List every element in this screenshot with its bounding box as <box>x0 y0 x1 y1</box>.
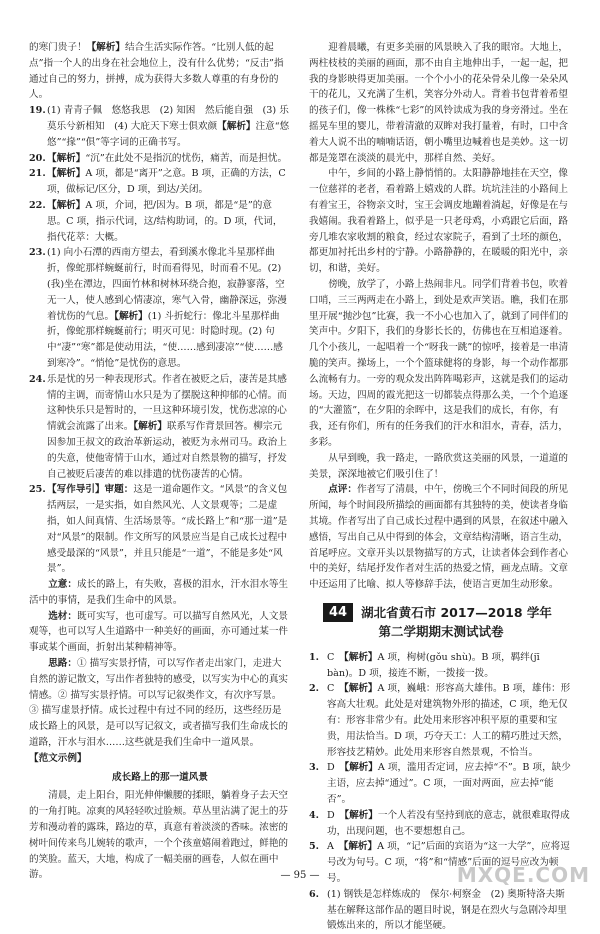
right-column <box>309 40 573 934</box>
analysis-text: A 项，介词，把/因为。B 项，都是“是”的意思。C 项，指示代词，这/结构助词，的。D 项，代词，指代花萃：大概。 <box>47 199 283 243</box>
essay-paragraph-3: 傍晚，放学了，小路上热闹非凡。同学们背着书包，吹着口哨，三三两两走在小路上，到处是欢声笑语。瞧，我们在那里开展“抛沙包”比赛，我一不小心也加入了，就到了同伴们的笑声中。夕阳下，我们的身影长长的，仿佛也在互相追逐着。几个小孩儿，一起唱着一个“呀我一跳”的惊呼，接着是一串清脆的笑声。操场上，一个个篮球健将的身影，每一个动作都那么流畅有力。一旁的观众发出阵阵喝彩声，这就是我们的运动场。天边，四周的霞光把这一切都装点得那么美，一个个追逐的“大灌篮”，在夕阳的余晖中，这是我们的成长，有你，有我，还有你们，所有的任务我们的汗水和泪水，青春，活力，多彩。 <box>309 278 569 448</box>
analysis-tag: 【解析】 <box>86 42 125 53</box>
analysis-text: 注意“悠悠”“掾”“俱”等字词的正确书写。 <box>47 120 290 148</box>
analysis-text: 联系写作背景回答。柳宗元因参加王叔文的政治革新运动，被贬为永州司马。政治上的失意，使他寄情于山水，通过对自然景物的描写，抒发自己被贬后凄苦的难以排遣的忧伤凄苦的心情。 <box>47 421 287 480</box>
analysis-text: A 项，滥用否定词，应去掉“不”。B 项，缺少主语，应去掉“通过”。C 项，一面对两面，应去掉“能否”。 <box>327 762 571 806</box>
question-number: 6. <box>309 888 320 900</box>
answer-22 <box>29 198 291 245</box>
analysis-text: A 项，巍峨：形容高大雄伟。B 项，雄伟：形容高大壮观。此处是对建筑物外形的描述，C 项，绝无仅有：形容非常少有。此处用来形容冲积平原的重要和宝贵，用法恰当。D 项，巧夺天工：人工的精巧胜过天然，形容技艺精妙。此处用来形容自然景观，不恰当。 <box>327 683 571 758</box>
exam-number-badge: 44 <box>323 603 353 622</box>
analysis-tag: 【解析】 <box>217 120 256 132</box>
question-number: 24. <box>29 373 46 385</box>
exam-title-line <box>309 603 573 622</box>
answer-23 <box>29 245 291 371</box>
question-number: 5. <box>309 841 320 853</box>
liyi-text: 成长的路上，有失败，喜极的泪水，汗水泪水等生活中的事情，是我们生命中的风景。 <box>29 579 289 606</box>
answer-20 <box>29 151 291 167</box>
intro-text: 的寒门贵子！ <box>29 42 87 53</box>
analysis-tag: 【解析】 <box>343 683 378 695</box>
analysis-tag: 【解析】 <box>47 199 86 211</box>
analysis-tag: 【解析】 <box>47 168 86 180</box>
comment-text: 作者写了清晨，中午，傍晚三个不同时间段的所见所闻，每个时间段所描绘的画面都有其独特的美，使读者身临其境。作者写出了自己成长过程中遇到的风景，在叙述中融入感悟，写出自己从中得到的体会，文章结构清晰，语言生动，首尾呼应。文章开头以景物描写的方式，让读者体会到作者心中的美好，结尾抒发作者对生活的热爱之情，画龙点睛。文章中还运用了比喻、拟人等修辞手法，使语言更加生动形象。 <box>309 484 569 591</box>
writing-guide-text: 这是一道命题作文。“风景”的含义包括两层，一是实指，如自然风光、人文景观等；二是虚指，如人间真情、生活场景等。“成长路上”和“那一道”是对“风景”的限制。作文所写的风景应当是自己成长过程中感受最深的“风景”，并且只能是“一道”，不能是多处“风景”。 <box>47 484 288 575</box>
analysis-tag: 【解析】 <box>344 809 378 821</box>
exam-header <box>309 603 573 642</box>
sample-essay-label: 【范文示例】 <box>29 752 87 764</box>
answer-25 <box>29 482 291 577</box>
question-number: 19. <box>29 105 46 117</box>
analysis-tag: 【解析】 <box>343 651 378 663</box>
question-number: 2. <box>309 683 320 695</box>
question-number: 25. <box>29 484 46 496</box>
exam-answer-3 <box>309 760 573 807</box>
exam-answer-6 <box>309 887 573 934</box>
question-number: 20. <box>29 152 46 164</box>
answer-choice: C <box>327 651 335 663</box>
answer-text: (1) 钢铁是怎样炼成的 保尔·柯察金 (2) 奥斯特洛夫斯基在解释这部作品的题目时说，钢是在烈火与急剧冷却里锻炼出来的，所以才能坚硬。 <box>327 888 567 932</box>
answer-choice: C <box>327 683 335 695</box>
analysis-text: A 项，“记”后面的宾语为“这一大学”，应将逗号改为句号。C 项，“将”和“情感”后面的逗号应改为顿号。 <box>327 841 570 885</box>
silu-paragraph <box>29 656 291 751</box>
watermark: MXQE.COM <box>456 863 590 887</box>
answer-text: 乐是忧的另一种表现形式。作者在被贬之后，凄苦是其感情的主调，而寄情山水只是为了摆脱这种抑郁的心情。而这种快乐只是暂时的，一旦这种环境引发，忧伤悲凉的心情就会流露了出来。 <box>47 373 287 433</box>
question-number: 22. <box>29 199 46 211</box>
silu-label: 思路： <box>48 658 77 670</box>
analysis-tag: 【解析】 <box>47 152 86 164</box>
analysis-tag: 【解析】 <box>343 841 378 853</box>
analysis-text: 一个人若没有坚持到底的意志，就很难取得成功，出现问题，也不要想想自己。 <box>327 809 570 837</box>
exam-answer-1 <box>309 650 573 682</box>
sample-essay-title: 成长路上的那一道风景 <box>112 771 208 783</box>
exam-subtitle: 第二学期期末测试试卷 <box>378 623 504 639</box>
essay-paragraph-2: 中午，乡间的小路上静悄悄的。太阳静静地挂在天空，像一位慈祥的老者，看着路上嬉戏的人群。坑坑洼洼的小路间上有着宝王，谷物亲文时，宝王会调皮地蹦着淌起，好像是在与我嬉闹。我看着路上，似乎是一只老母鸡，小鸡跟它后面，路旁几堆农家收割的粮食，经过农家院子，看到了土坯的颜色，都更加衬托出乡村的宁静。小路静静的，在暖暖的阳光中，亲切，和谐，美好。 <box>309 168 569 275</box>
answer-19 <box>29 103 291 150</box>
analysis-text: A 项，都是“离开”之意。B 项，正确的方法，C 项，做标记/区分，D 项，到达/关闭。 <box>47 168 286 196</box>
essay-paragraph-4: 从早到晚，我一路走，一路欣赏这美丽的风景，一道道的美景，深深地被它们吸引住了！ <box>309 452 569 480</box>
answer-choice: A <box>327 841 334 853</box>
sample-essay-paragraph: 清晨，走上阳台，阳光伸伸懒腰的揉眼，躺着身子去天空的一角打盹。凉爽的风轻轻吹过脸颊。草丛里沾满了泥土的芬芳和漫动着的露珠，路边的草，真意有着淡淡的香味。浓密的树叶间传来鸟儿婉转的歌声，一个个孩童嬉闹着跑过，鲜艳的的笑脸。蓝天，大地，构成了一幅美丽的画卷，人似在画中游。 <box>29 790 289 881</box>
page-number: — 95 — <box>280 870 320 881</box>
comment-paragraph <box>309 482 573 593</box>
liyi-paragraph <box>29 577 291 609</box>
analysis-text: “沉”在此处不是指沉的忧伤，痛苦，而是担忧。 <box>85 152 288 164</box>
intro-tail: 结合生活实际作答。“比别 <box>124 42 236 53</box>
analysis-text: (1) 斗折蛇行：像北斗星那样曲折，像蛇那样蜿蜒前行；明灭可见：时隐时现。(2) 句中“凄”“寒”都是使动用法，“使……感到凄凉”“使……感到寒冷”。“悄怆”是忧伤的意思。 <box>47 310 283 369</box>
answer-choice: D <box>327 809 335 821</box>
xuancai-text: 既可实写，也可虚写。可以描写自然风光，人文景观等，也可以写人生道路中一种美好的画面，亦可通过某一件事或某个画面，折射出某种精神等。 <box>29 610 289 654</box>
answer-21 <box>29 166 291 198</box>
exam-title: 湖北省黄石市 2017—2018 学年 <box>361 604 552 620</box>
analysis-tag: 【解析】 <box>133 421 167 433</box>
xuancai-paragraph <box>29 609 291 656</box>
comment-label: 点评： <box>328 484 357 496</box>
answer-text: (1) 青青子佩 悠悠我思 (2) 知困 然后能自强 (3) 乐莫乐兮新相知 (4) 大庇天下寒士俱欢颜 <box>47 105 289 132</box>
question-number: 21. <box>29 168 46 180</box>
exam-answer-2 <box>309 681 573 760</box>
analysis-tag: 【解析】 <box>114 310 148 322</box>
question-number: 4. <box>309 809 320 821</box>
silu-text: ① 描写实景抒情，可以写作者走出家门，走进大自然的游记散文，写出作者独特的感受，以写实为中心的真实情感。② 描写实景抒情。可以写记叙类作文，有次序写景。③ 描写虚景抒情。成长过程中有过不同的经历，这些经历是成长路上的风景，是可以写记叙文，或者描写我们生命成长的道路，汗水与泪水……这些就是我们生命中一道风景。 <box>29 658 289 749</box>
xuancai-label: 选材： <box>48 610 77 622</box>
liyi-label: 立意： <box>48 579 77 591</box>
analysis-tag: 【解析】 <box>344 762 378 774</box>
question-number: 1. <box>309 651 320 663</box>
left-column <box>29 40 291 883</box>
intro-paragraph <box>29 40 291 103</box>
writing-guide-tag: 【写作导引】审题： <box>47 484 134 496</box>
question-number: 3. <box>309 762 320 774</box>
question-number: 23. <box>29 247 46 259</box>
intro-rest: 人低的起点”指一个人的出身在社会地位上，没有什么优势；“反击”指通过自己的努力，拼搏，成为获得大多数人尊重的有身份的人。 <box>29 42 284 101</box>
essay-paragraph-1: 迎着晨曦，有更多美丽的风景映入了我的眼帘。大地上，两柱枝枝的美丽的画面，那不由自主地伸出手，一起一起，把我的身影映得更加美丽。一个个小小的花朵骨朵儿像一朵朵风干的花儿，又充满了生机，笑容分外动人。背着书包背着希望的孩子们，像一株株“七彩”的风铃读成为我的身旁滑过。坐在摇晃车里的婴儿，带着清澈的双眸对我打量着，有时，口中含着大人说不出的喃喃话语，朝小嘴里边喊着也是美妙。这一切都是笼罩在淡淡的晨光中，那样自然、美好。 <box>309 42 569 164</box>
answer-text: (1) 向小石潭的西南方望去，看到溪水像北斗星那样曲折，像蛇那样蜿蜒前行，时而看得见，时而看不见。(2)(我)坐在潭边，四面竹林和树林环绕合抱，寂静寥落，空无一人，使人感到心情凄凉，寒气入骨，幽静深远，弥漫着忧伤的气息。 <box>47 247 287 322</box>
analysis-text: A 项，枸树(gǒu shù)。B 项，羁绊(jī bàn)。D 项，接连不断，一拨接一拨。 <box>327 651 540 679</box>
exam-answer-4 <box>309 808 573 840</box>
answer-24 <box>29 372 291 483</box>
answer-choice: D <box>327 762 335 774</box>
